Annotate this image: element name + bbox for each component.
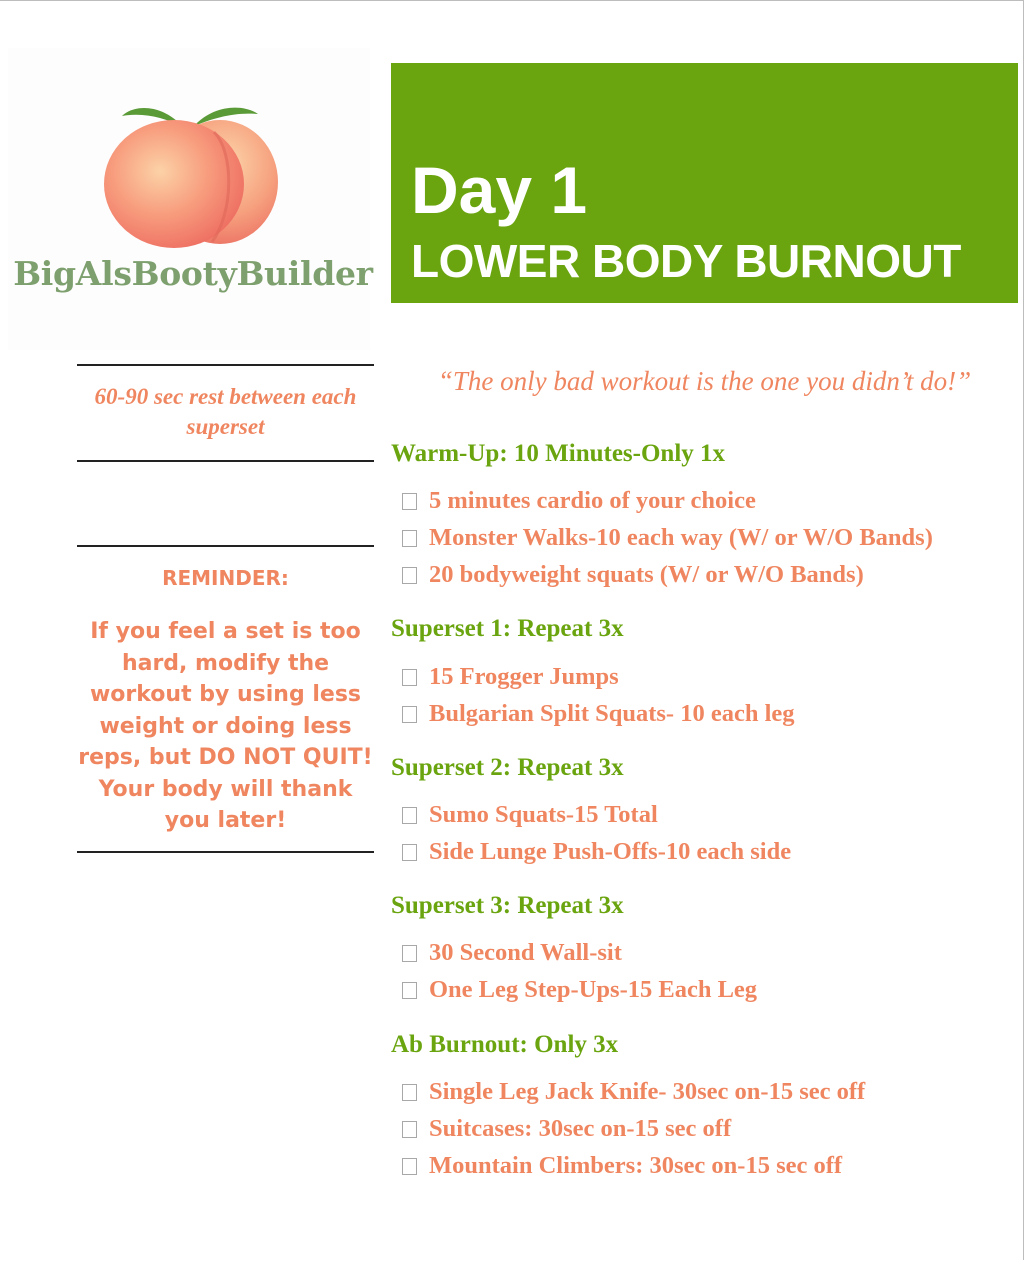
item-label: 30 Second Wall-sit xyxy=(429,939,622,966)
checklist-item[interactable] xyxy=(402,1077,865,1107)
workout-title: LOWER BODY BURNOUT xyxy=(411,235,961,287)
checklist-item[interactable] xyxy=(402,1114,731,1144)
checkbox[interactable] xyxy=(402,669,417,686)
header-banner xyxy=(391,63,1018,303)
item-label: 5 minutes cardio of your choice xyxy=(429,487,756,514)
checkbox[interactable] xyxy=(402,945,417,962)
checklist-item[interactable] xyxy=(402,523,933,553)
section-title-warm-up: Warm-Up: 10 Minutes-Only 1x xyxy=(391,440,726,467)
checkbox[interactable] xyxy=(402,807,417,824)
checklist-item[interactable] xyxy=(402,699,795,729)
item-label: 15 Frogger Jumps xyxy=(429,663,619,690)
checkbox[interactable] xyxy=(402,1121,417,1138)
divider xyxy=(77,545,374,547)
checkbox[interactable] xyxy=(402,844,417,861)
item-label: Suitcases: 30sec on-15 sec off xyxy=(429,1115,732,1142)
item-label: Mountain Climbers: 30sec on-15 sec off xyxy=(429,1152,843,1179)
checklist-item[interactable] xyxy=(402,560,864,590)
logo-text: BigAlsBootyBuilder xyxy=(13,254,373,293)
section-title-ab-burnout: Ab Burnout: Only 3x xyxy=(391,1031,619,1058)
divider xyxy=(77,851,374,853)
logo xyxy=(8,48,373,350)
peach-icon xyxy=(102,102,278,252)
checklist-item[interactable] xyxy=(402,938,622,968)
checkbox[interactable] xyxy=(402,1158,417,1175)
item-label: Single Leg Jack Knife- 30sec on-15 sec off xyxy=(429,1078,866,1105)
rest-note: 60-90 sec rest between each superset xyxy=(94,384,357,439)
section-title-superset-2: Superset 2: Repeat 3x xyxy=(391,754,624,781)
checklist-item[interactable] xyxy=(402,662,619,692)
item-label: Bulgarian Split Squats- 10 each leg xyxy=(429,700,795,727)
checkbox[interactable] xyxy=(402,1084,417,1101)
motivational-quote: “The only bad workout is the one you didn’t do!” xyxy=(437,366,972,396)
reminder-text: If you feel a set is too hard, modify the workout by using less weight or doing less reps, but DO NOT QUIT! Your body will thank you later! xyxy=(78,619,373,833)
checkbox[interactable] xyxy=(402,706,417,723)
item-label: 20 bodyweight squats (W/ or W/O Bands) xyxy=(429,561,864,588)
checklist-item[interactable] xyxy=(402,975,757,1005)
section-title-superset-1: Superset 1: Repeat 3x xyxy=(391,615,624,642)
checkbox[interactable] xyxy=(402,567,417,584)
divider xyxy=(77,460,374,462)
checklist-item[interactable] xyxy=(402,486,756,516)
checklist-item[interactable] xyxy=(402,1151,842,1181)
checkbox[interactable] xyxy=(402,982,417,999)
day-title: Day 1 xyxy=(411,153,588,227)
section-title-superset-3: Superset 3: Repeat 3x xyxy=(391,892,624,919)
divider xyxy=(77,364,374,366)
item-label: Sumo Squats-15 Total xyxy=(429,801,658,828)
item-label: One Leg Step-Ups-15 Each Leg xyxy=(429,976,758,1003)
checklist-item[interactable] xyxy=(402,800,658,830)
item-label: Monster Walks-10 each way (W/ or W/O Bands) xyxy=(429,524,933,551)
checklist-item[interactable] xyxy=(402,837,791,867)
reminder-title: REMINDER: xyxy=(162,566,289,590)
item-label: Side Lunge Push-Offs-10 each side xyxy=(429,838,792,865)
checkbox[interactable] xyxy=(402,530,417,547)
checkbox[interactable] xyxy=(402,493,417,510)
